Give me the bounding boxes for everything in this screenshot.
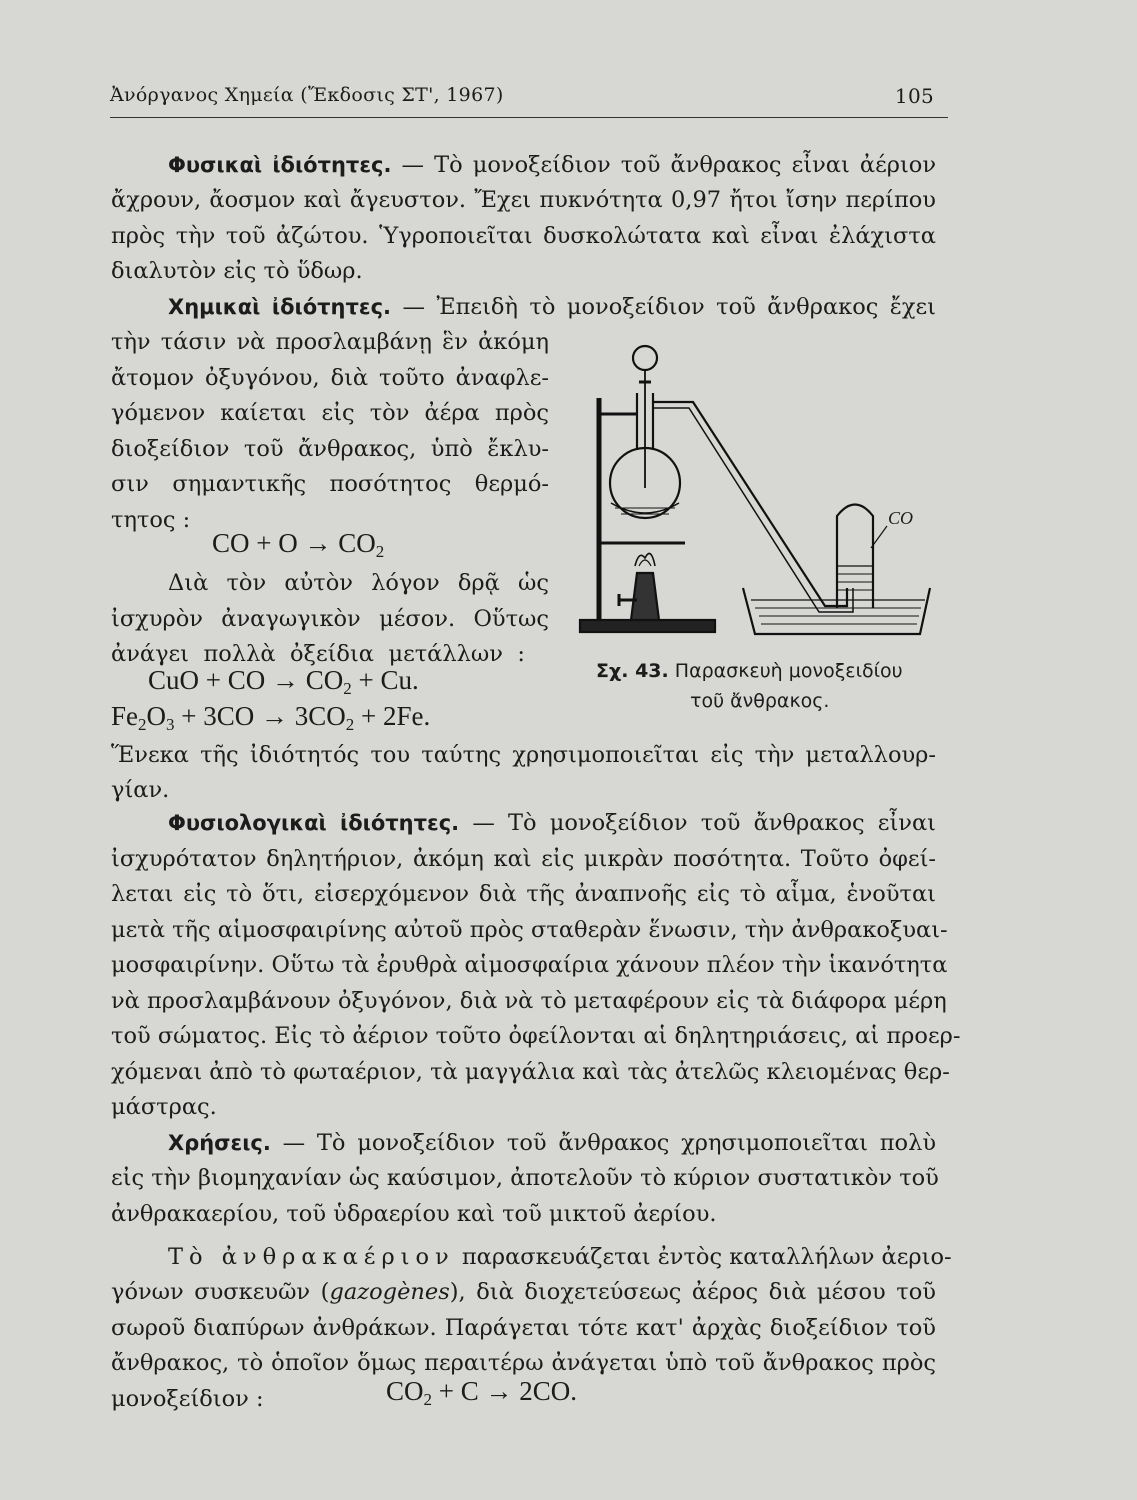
coalgas-line-4: ἄνθρακος, τὸ ὁποῖον ὅμως περαιτέρω ἀνάγεται ὑπὸ τοῦ ἄνθρακος πρὸς [111, 1350, 936, 1376]
reaction-fe2o3-reduction: Fe2O3 + 3CO → 3CO2 + 2Fe. [111, 701, 431, 734]
chemical-line-12: γίαν. [111, 777, 170, 803]
chemical-line-2: τὴν τάσιν νὰ προσλαμβάνῃ ἓν ἀκόμη [111, 329, 549, 355]
chemical-line-6: σιν σημαντικῆς ποσότητος θερμό- [111, 471, 549, 497]
uses-heading: Χρήσεις. [168, 1131, 271, 1155]
physiological-line-6: νὰ προσλαμβάνουν ὀξυγόνον, διὰ νὰ τὸ μεταφέρουν εἰς τὰ διάφορα μέρη [111, 988, 947, 1014]
chemical-line-7: τητος : [111, 507, 191, 533]
figure-caption-line-2: τοῦ ἄνθρακος. [690, 690, 830, 712]
physiological-line-1: Φυσιολογικαὶ ἰδιότητες. — Τὸ μονοξείδιον τοῦ ἄνθρακος εἶναι [168, 810, 936, 836]
physiological-line-3: λεται εἰς τὸ ὅτι, εἰσερχόμενον διὰ τῆς ἀναπνοῆς εἰς τὸ αἷμα, ἑνοῦται [111, 881, 936, 907]
uses-line-1: Χρήσεις. — Τὸ μονοξείδιον τοῦ ἄνθρακος χρησιμοποιεῖται πολὺ [168, 1130, 937, 1156]
physiological-heading: Φυσιολογικαὶ ἰδιότητες. [168, 811, 460, 835]
coalgas-line-1: Τὸ ἀνθρακαέριον παρασκευάζεται ἐντὸς καταλλήλων ἀεριο- [168, 1244, 952, 1270]
uses-line-3: ἀνθρακαερίου, τοῦ ὑδραερίου καὶ τοῦ μικτοῦ ἀερίου. [111, 1201, 717, 1227]
chemical-line-9: ἰσχυρὸν ἀναγωγικὸν μέσον. Οὕτως [111, 606, 549, 632]
physical-line-4: διαλυτὸν εἰς τὸ ὕδωρ. [111, 258, 363, 284]
apparatus-figure [575, 338, 935, 658]
chemical-line-3: ἄτομον ὀξυγόνου, διὰ τοῦτο ἀναφλε- [111, 365, 549, 391]
arrow-icon: → [272, 665, 299, 695]
dropping-funnel [633, 346, 657, 370]
arrow-icon: → [260, 701, 288, 731]
stand-base [580, 620, 715, 632]
chemical-line-8: Διὰ τὸν αὐτὸν λόγον δρᾷ ὡς [168, 570, 549, 596]
reaction-cuo-reduction: CuO + CO → CO2 + Cu. [148, 665, 419, 698]
collecting-tube [837, 505, 873, 609]
physiological-line-2: ἰσχυρότατον δηλητήριον, ἀκόμη καὶ εἰς μικρὰν ποσότητα. Τοῦτο ὀφεί- [111, 846, 936, 872]
coalgas-line-5: μονοξείδιον : [111, 1386, 264, 1412]
arrow-icon: → [304, 528, 332, 558]
coalgas-spaced-term: Τὸ ἀνθρακαέριον [168, 1244, 455, 1270]
header-rule [110, 117, 948, 118]
page-number: 105 [894, 84, 934, 108]
chemical-line-10: ἀνάγει πολλὰ ὀξείδια μετάλλων : [111, 641, 525, 667]
running-header [110, 84, 946, 106]
uses-line-2: εἰς τὴν βιομηχανίαν ὡς καύσιμον, ἀποτελοῦν τὸ κύριον συστατικὸν τοῦ [111, 1165, 939, 1191]
running-title: Ἀνόργανος Χημεία (Ἔκδοσις ΣΤ', 1967) [110, 84, 504, 106]
arrow-icon: → [485, 1376, 513, 1406]
reaction-co2-reduction: CO2 + C → 2CO. [386, 1376, 578, 1409]
chemical-line-5: διοξείδιον τοῦ ἄνθρακος, ὑπὸ ἔκλυ- [111, 436, 549, 462]
physiological-line-7: τοῦ σώματος. Εἰς τὸ ἀέριον τοῦτο ὀφείλονται αἱ δηλητηριάσεις, αἱ προερ- [111, 1023, 961, 1049]
physical-line-2: ἄχρουν, ἄοσμον καὶ ἄγευστον. Ἔχει πυκνότητα 0,97 ἤτοι ἴσην περίπου [111, 187, 936, 213]
physiological-line-5: μοσφαιρίνην. Οὕτω τὰ ἐρυθρὰ αἱμοσφαίρια χάνουν πλέον τὴν ἱκανότητα [111, 952, 948, 978]
chemical-line-4: γόμενον καίεται εἰς τὸν ἀέρα πρὸς [111, 400, 549, 426]
chemical-line-11: Ἕνεκα τῆς ἰδιότητός του ταύτης χρησιμοποιεῖται εἰς τὴν μεταλλουρ- [111, 742, 936, 768]
reaction-co-oxidation: CO + O → CO2 [212, 528, 385, 561]
physical-line-1: Φυσικαὶ ἰδιότητες. — Τὸ μονοξείδιον τοῦ ἄνθρακος εἶναι ἀέριον [168, 152, 936, 178]
coalgas-line-2: γόνων συσκευῶν (gazogènes), διὰ διοχετεύσεως ἀέρος διὰ μέσου τοῦ [111, 1279, 936, 1305]
physiological-line-4: μετὰ τῆς αἱμοσφαιρίνης αὐτοῦ πρὸς σταθερὰν ἕνωσιν, τὴν ἀνθρακοξυαι- [111, 917, 948, 943]
figure-number: Σχ. 43. [596, 660, 669, 682]
figure-co-label: CO [888, 508, 914, 528]
chemical-heading: Χημικαὶ ἰδιότητες. [168, 295, 392, 319]
physical-line-3: πρὸς τὴν τοῦ ἀζώτου. Ὑγροποιεῖται δυσκολώτατα καὶ εἶναι ἐλάχιστα [111, 223, 936, 249]
bunsen-burner [631, 573, 659, 620]
figure-caption-line-1: Σχ. 43. Παρασκευὴ μονοξειδίου [596, 660, 903, 682]
physical-heading: Φυσικαὶ ἰδιότητες. [168, 153, 392, 177]
coalgas-line-3: σωροῦ διαπύρων ἀνθράκων. Παράγεται τότε κατ' ἀρχὰς διοξείδιον τοῦ [111, 1315, 936, 1341]
physiological-line-9: μάστρας. [111, 1094, 217, 1120]
chemical-line-1: Χημικαὶ ἰδιότητες. — Ἐπειδὴ τὸ μονοξείδιον τοῦ ἄνθρακος ἔχει [168, 294, 936, 320]
physiological-line-8: χόμεναι ἀπὸ τὸ φωταέριον, τὰ μαγγάλια καὶ τὰς ἀτελῶς κλειομένας θερ- [111, 1059, 950, 1085]
